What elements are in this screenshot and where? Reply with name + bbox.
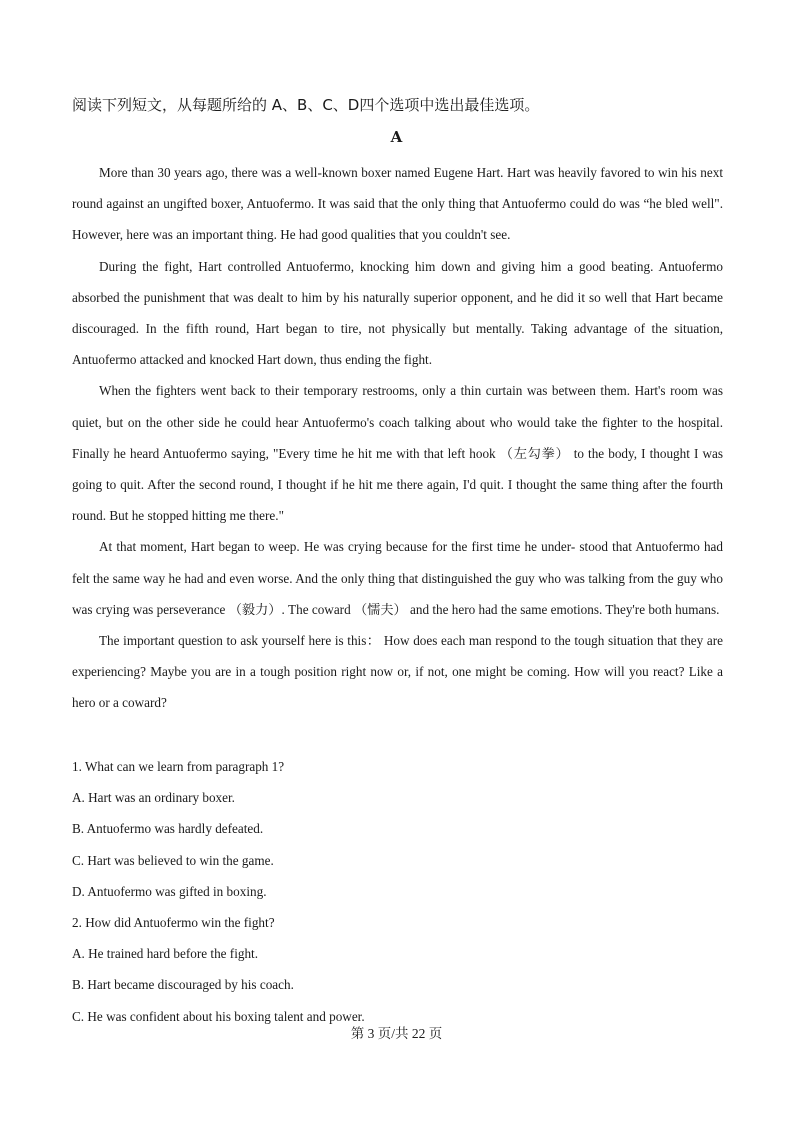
passage-paragraph-3: When the fighters went back to their temporary restrooms, only a thin curtain was between them. Hart's room was quiet, but on the other side he could hear Antuofermo's coach talking about who would take the fighter to the hospital. Finally he heard Antuofermo saying, "Every time he hit me with that left hook （左勾拳） to the body, I thought I was going to quit. After the second round, I thought if he hit me there again, I'd quit. I thought the same thing after the fourth round. But he stopped hitting me there." <box>72 383 723 524</box>
question-1-option-b: B. Antuofermo was hardly defeated. <box>72 821 264 837</box>
passage-paragraph-2: During the fight, Hart controlled Antuofermo, knocking him down and giving him a good beating. Antuofermo absorbed the punishment that was dealt to him by his naturally superior opponent, and he did it so well that Hart became discouraged. In the fifth round, Hart began to tire, not physically but mentally. Taking advantage of the situation, Antuofermo attacked and knocked Hart down, thus ending the fight. <box>72 258 723 368</box>
question-2-option-b: B. Hart became discouraged by his coach. <box>72 977 294 993</box>
question-1-option-a: A. Hart was an ordinary boxer. <box>72 790 235 806</box>
passage-paragraph-4: At that moment, Hart began to weep. He was crying because for the first time he under- stood that Antuofermo had felt the same way he had and even worse. And the only thing that distinguished the guy who was talking from the guy who was crying was perseverance （毅力）. The coward （懦夫） and the hero had the same emotions. They're both humans. <box>72 539 723 617</box>
question-1-option-c: C. Hart was believed to win the game. <box>72 852 274 868</box>
question-2-stem: 2. How did Antuofermo win the fight? <box>72 915 275 931</box>
question-list <box>72 751 723 1032</box>
reading-passage <box>72 157 723 719</box>
passage-paragraph-1: More than 30 years ago, there was a well-known boxer named Eugene Hart. Hart was heavily favored to win his next round against an ungifted boxer, Antuofermo. It was said that the only thing that Antuofermo could do was “he bled well". However, here was an important thing. He had good qualities that you couldn't see. <box>72 165 723 243</box>
question-2-option-a: A. He trained hard before the fight. <box>72 946 259 962</box>
question-2-option-c: C. He was confident about his boxing talent and power. <box>72 1008 365 1024</box>
section-title: A <box>390 128 403 146</box>
question-1-stem: 1. What can we learn from paragraph 1? <box>72 759 285 774</box>
question-1-option-d: D. Antuofermo was gifted in boxing. <box>72 883 267 899</box>
page-footer: 第 3 页/共 22 页 <box>350 1026 443 1041</box>
passage-paragraph-5: The important question to ask yourself here is this： How does each man respond to the tough situation that they are experiencing? Maybe you are in a tough position right now or, if not, one might be coming. How will you react? Like a hero or a coward? <box>72 633 723 711</box>
instruction-text: 阅读下列短文，从每题所给的 A、B、C、D四个选项中选出最佳选项。 <box>72 96 540 114</box>
